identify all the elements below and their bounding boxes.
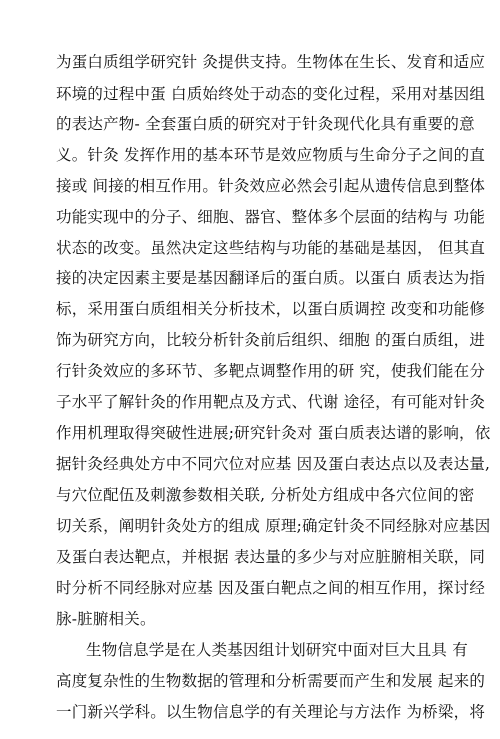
text-line: 接的决定因素主要是基因翻译后的蛋白质。以蛋白 质表达为指 — [56, 269, 486, 287]
text-line: 子水平了解针灸的作用靶点及方式、代谢 途径，有可能对针灸 — [56, 393, 486, 411]
text-line: 与穴位配伍及刺激参数相关联, 分析处方组成中各穴位间的密 — [56, 486, 475, 504]
text-line: 饰为研究方向，比较分析针灸前后组织、细胞 的蛋白质组，进 — [56, 331, 486, 349]
text-line: 切关系，阐明针灸处方的组成 原理;确定针灸不同经脉对应基因 — [56, 517, 491, 535]
text-line: 行针灸效应的多环节、多靶点调整作用的研 究，使我们能在分 — [56, 362, 486, 380]
text-line: 状态的改变。虽然决定这些结构与功能的基础是基因， 但其直 — [56, 239, 486, 257]
text-line: 高度复杂性的生物数据的管理和分析需要而产生和发展 起来的 — [56, 672, 486, 690]
text-line: 环境的过程中蛋 白质始终处于动态的变化过程，采用对基因组 — [56, 85, 486, 103]
text-line: 作用机理取得突破性进展;研究针灸对 蛋白质表达谱的影响，依 — [56, 424, 491, 442]
text-line: 生物信息学是在人类基因组计划研究中面对巨大且具 有 — [86, 641, 468, 659]
text-line: 义。针灸 发挥作用的基本环节是效应物质与生命分子之间的直 — [56, 146, 486, 164]
text-line: 据针灸经典处方中不同穴位对应基 因及蛋白表达点以及表达量, — [56, 455, 491, 473]
text-line: 一门新兴学科。以生物信息学的有关理论与方法作 为桥梁，将 — [56, 703, 486, 721]
text-line: 标，采用蛋白质组相关分析技术，以蛋白质调控 改变和功能修 — [56, 300, 486, 318]
text-line: 时分析不同经脉对应基 因及蛋白靶点之间的相互作用，探讨经 — [56, 579, 486, 597]
text-line: 为蛋白质组学研究针 灸提供支持。生物体在生长、发育和适应 — [56, 53, 486, 71]
text-line: 的表达产物- 全套蛋白质的研究对于针灸现代化具有重要的意 — [56, 115, 475, 133]
text-line: 脉-脏腑相关。 — [56, 610, 156, 628]
text-line: 功能实现中的分子、细胞、器官、整体多个层面的结构与 功能 — [56, 208, 486, 226]
text-line: 及蛋白表达靶点，并根据 表达量的多少与对应脏腑相关联，同 — [56, 548, 486, 566]
text-line: 接或 间接的相互作用。针灸效应必然会引起从遗传信息到整体 — [56, 177, 486, 195]
